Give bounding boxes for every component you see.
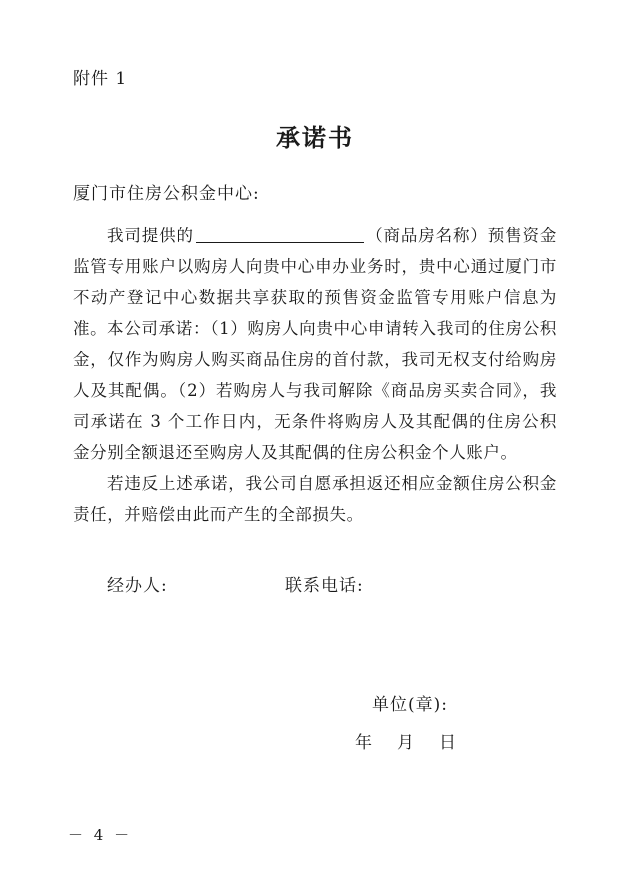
paragraph-account-intro: 我司提供的 — [107, 226, 194, 245]
day-label: 日 — [439, 733, 456, 753]
page-number: － 4 － — [68, 826, 133, 844]
contact-phone-label: 联系电话: — [285, 576, 364, 596]
paragraph-liability: 若违反上述承诺，我公司自愿承担返还相应金额住房公积金责任，并赔偿由此而产生的全部损失。 — [73, 474, 557, 524]
addressee: 厦门市住房公积金中心: — [73, 184, 260, 204]
paragraph-account-body: （商品房名称）预售资金监管专用账户以购房人向贵中心申办业务时，贵中心通过厦门市不动产登记中心数据共享获取的预售资金监管专用账户信息为准。 — [73, 226, 557, 338]
month-label: 月 — [397, 733, 414, 753]
property-name-blank — [196, 226, 364, 243]
year-label: 年 — [355, 733, 372, 753]
document-title: 承诺书 — [276, 123, 354, 152]
handler-label: 经办人: — [107, 576, 168, 596]
unit-seal-label: 单位(章): — [372, 695, 448, 715]
date-line — [355, 728, 456, 753]
paragraph-commitment: 本公司承诺：（1）购房人向贵中心申请转入我司的住房公积金，仅作为购房人购买商品住房的首付款，我司无权支付给购房人及其配偶。（2）若购房人与我司解除《商品房买卖合同》，我司承诺在 3 个工作日内，无条件将购房人及其配偶的住房公积金分别全额退还至购房人及其配偶的住房公积金个人账户。 — [73, 319, 557, 462]
attachment-label: 附件 1 — [73, 69, 128, 89]
